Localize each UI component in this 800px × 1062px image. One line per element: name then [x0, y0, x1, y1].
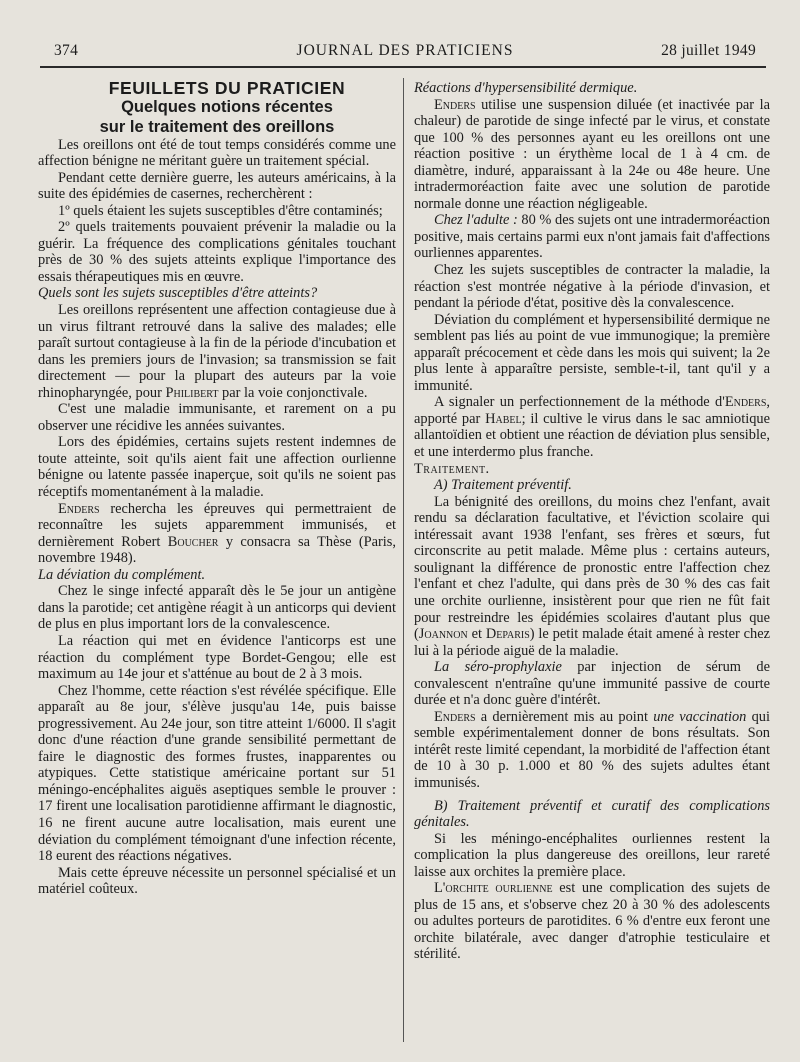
emphasis: Chez l'adulte :: [434, 212, 518, 229]
author-name: Enders: [434, 96, 476, 113]
paragraph: [414, 97, 770, 213]
text-run: Les oreillons représentent une affection contagieuse due à un virus filtrant retrouvé dans la salive des malades; elle paraît surtout contagieuse à la fin de la période d'incubation et dans les premiers jours de l'invasion; sa transmission se fait directement — pour la plupart des auteurs par la voie rhinopharyngée, pour: [38, 302, 396, 401]
text-run: A signaler un perfectionnement de la méthode d': [434, 394, 725, 411]
left-column: [38, 80, 396, 1046]
paragraph: Chez l'homme, cette réaction s'est révélée spécifique. Elle apparaît au 8e jour, s'élève jusqu'au 14e, puis baisse progressivement. Au 24e jour, son titre atteint 1/6000. Il s'agit donc d'une réaction d'une grande sensibilité permettant de faire le diagnostic des formes frustes, inapparentes ou atypiques. Cette statistique américaine portant sur 51 méningo-encéphalites aiguës aseptiques semble le prouver : 17 firent une localisation parotidienne affirmant le diagnostic, 16 ne firent aucune autre localisation, mais eurent une déviation du complément témoignant d'une infection récente, 18 eurent des réactions négatives.: [38, 682, 396, 865]
running-header: [54, 42, 756, 64]
text-run: qui semble expérimentalement donner de bons résultats. Son intérêt reste limité cependant, la morbidité de l'affection étant de 10 à 30 p. 1.000 et 80 % des sujets adultes étant immunisés.: [414, 708, 770, 791]
text-run: rechercha les épreuves qui permettraient de reconnaître les sujets apparemment immunisés, et dernièrement Robert: [38, 500, 396, 550]
paragraph: Pendant cette dernière guerre, les auteurs américains, à la suite des épidémies de casernes, recherchèrent :: [38, 169, 396, 203]
paragraph: Lors des épidémies, certains sujets restent indemnes de toute atteinte, soit qu'ils aient fait une affection ourlienne bénigne ou latente passée inaperçue, soit qu'ils ne soient pas réceptifs momentanément à la maladie.: [38, 434, 396, 501]
text-run: par la voie conjonctivale.: [218, 384, 368, 401]
article-title: [38, 97, 396, 137]
paragraph: [414, 709, 770, 792]
paragraph: [414, 394, 770, 460]
text-run: , apporté par: [414, 394, 770, 427]
section-heading: La déviation du complément.: [38, 566, 206, 583]
issue-date: 28 juillet 1949: [661, 42, 756, 59]
section-title: FEUILLETS DU PRATICIEN: [108, 80, 346, 98]
subsection-heading: A) Traitement préventif.: [434, 477, 572, 494]
right-column: [414, 80, 770, 1046]
emphasis: La séro-prophylaxie: [434, 659, 562, 676]
text-run: 80 % des sujets ont une intradermoréaction positive, mais certains parmi eux n'ont jamais fait d'affections ourliennes apparentes.: [414, 212, 770, 262]
text-run: et: [467, 626, 486, 643]
article-title-line-1: Quelques notions récentes: [121, 97, 333, 116]
author-name: Deparis: [485, 626, 530, 643]
text-run: y consacra sa Thèse (Paris, novembre 1948).: [38, 533, 396, 567]
section-heading: Quels sont les sujets susceptibles d'être atteints?: [38, 285, 318, 302]
journal-title: JOURNAL DES PRATICIENS: [296, 42, 514, 59]
paragraph: [38, 302, 396, 401]
text-run: utilise une suspension diluée (et inactivée par la chaleur) de parotide de singe infecté par le virus, et constate que 100 % des personnes ayant eu les oreillons ont une réaction positive : un érythème local de 1 à 4 cm. de diamètre, induré, apparaissant à la 24e ou 48e heure. Une intradermoréaction faite avec une solution de parotide normale donne une réaction négligeable.: [414, 96, 770, 212]
emphasis: une vaccination: [653, 708, 747, 725]
author-name: Enders: [434, 708, 476, 725]
paragraph: Chez le singe infecté apparaît dès le 5e jour un antigène dans la parotide; cet antigène réagit à un anticorps qui devient de plus en plus important lors de la convalescence.: [38, 583, 396, 633]
text-run: ; il cultive le virus dans le sac amniotique allantoïdien et obtient une réaction de déviation plus sensible, et une interdermo plus franche.: [414, 410, 770, 461]
page-number: 374: [54, 42, 79, 59]
paragraph: Si les méningo-encéphalites ourliennes restent la complication la plus dangereuse des oreillons, leur rareté laisse aux orchites la première place.: [414, 830, 770, 880]
text-run: ) le petit malade était amené à rester chez lui à la période aiguë de la maladie.: [414, 626, 770, 659]
article-title-line-2: sur le traitement des oreillons: [99, 117, 335, 136]
text-run: est une complication des sujets de plus de 15 ans, et s'observe chez 20 à 30 % des adolescents ou adultes porteurs de parotidites. 6 % d'entre eux feront une orchite bilatérale, avec danger d'atrophie testiculaire et stérilité.: [414, 880, 770, 963]
paragraph: La réaction qui met en évidence l'anticorps est une réaction du complément type Bordet-Gengou; elle est maximum au 14e jour et s'atténue au bout de 2 à 3 mois.: [38, 632, 396, 683]
paragraph: Déviation du complément et hypersensibilité dermique ne semblent pas liés au point de vue immunogique; la première apparaît précocement et cède dans les mois qui suivent; la 2e plus lente à apparaître persiste, semble-t-il, tant qu'il y a immunité.: [414, 311, 770, 394]
paragraph: [414, 494, 770, 659]
paragraph: Chez les sujets susceptibles de contracter la maladie, la réaction s'est montrée négative à la période d'invasion, et pendant la période d'état, positive dès la convalescence.: [414, 262, 770, 312]
paragraph: Mais cette épreuve nécessite un personnel spécialisé et un matériel coûteux.: [38, 864, 396, 898]
header-rule: [40, 66, 766, 68]
author-name: Philibert: [165, 384, 219, 401]
paragraph: C'est une maladie immunisante, et rarement on a pu observer une récidive les années suivantes.: [38, 401, 396, 434]
author-name: Joannon: [418, 626, 468, 643]
text-run: La bénignité des oreillons, du moins chez l'enfant, avait rendu sa déclaration facultative, et l'éviction scolaire qui intéressait avant 1938 l'enfant, ses frères et sœurs, fut circonscrite au petit malade. Même plus : certains auteurs, soulignant la différence de pronostic entre l'affection chez l'enfant et chez l'adulte, qui dans près de 30 % des cas fait une orchite ourlienne, insistèrent pour que rien ne fût fait pour restreindre les épidémies scolaires d'autant plus que (: [414, 493, 770, 643]
text-run: a dernièrement mis au point: [475, 708, 654, 725]
author-name: Habel: [485, 410, 522, 427]
column-divider: [403, 78, 404, 1042]
paragraph: [414, 659, 770, 709]
author-name: Enders: [724, 394, 767, 411]
section-heading: Réactions d'hypersensibilité dermique.: [414, 80, 638, 96]
term: orchite ourlienne: [445, 880, 553, 897]
paragraph: 2º quels traitements pouvaient prévenir la maladie ou la guérir. La fréquence des complications génitales touchant près de 30 % des sujets atteints explique l'importance des essais thérapeutiques mis en œuvre.: [38, 219, 396, 285]
subsection-heading: B) Traitement préventif et curatif des complications génitales.: [414, 797, 770, 831]
paragraph: [38, 501, 396, 567]
paragraph: [414, 212, 770, 262]
paragraph: 1º quels étaient les sujets susceptibles d'être contaminés;: [58, 202, 383, 219]
author-name: Boucher: [167, 533, 219, 550]
author-name: Enders: [58, 500, 100, 517]
treatment-heading: Traitement.: [414, 460, 490, 477]
paragraph: [414, 880, 770, 963]
paragraph: Les oreillons ont été de tout temps considérés comme une affection bénigne ne méritant guère un traitement spécial.: [38, 136, 396, 170]
text-run: par injection de sérum de convalescent n'entraîne qu'une immunité passive de courte durée et n'a donc guère d'intérêt.: [414, 659, 770, 709]
text-run: L': [434, 880, 446, 897]
